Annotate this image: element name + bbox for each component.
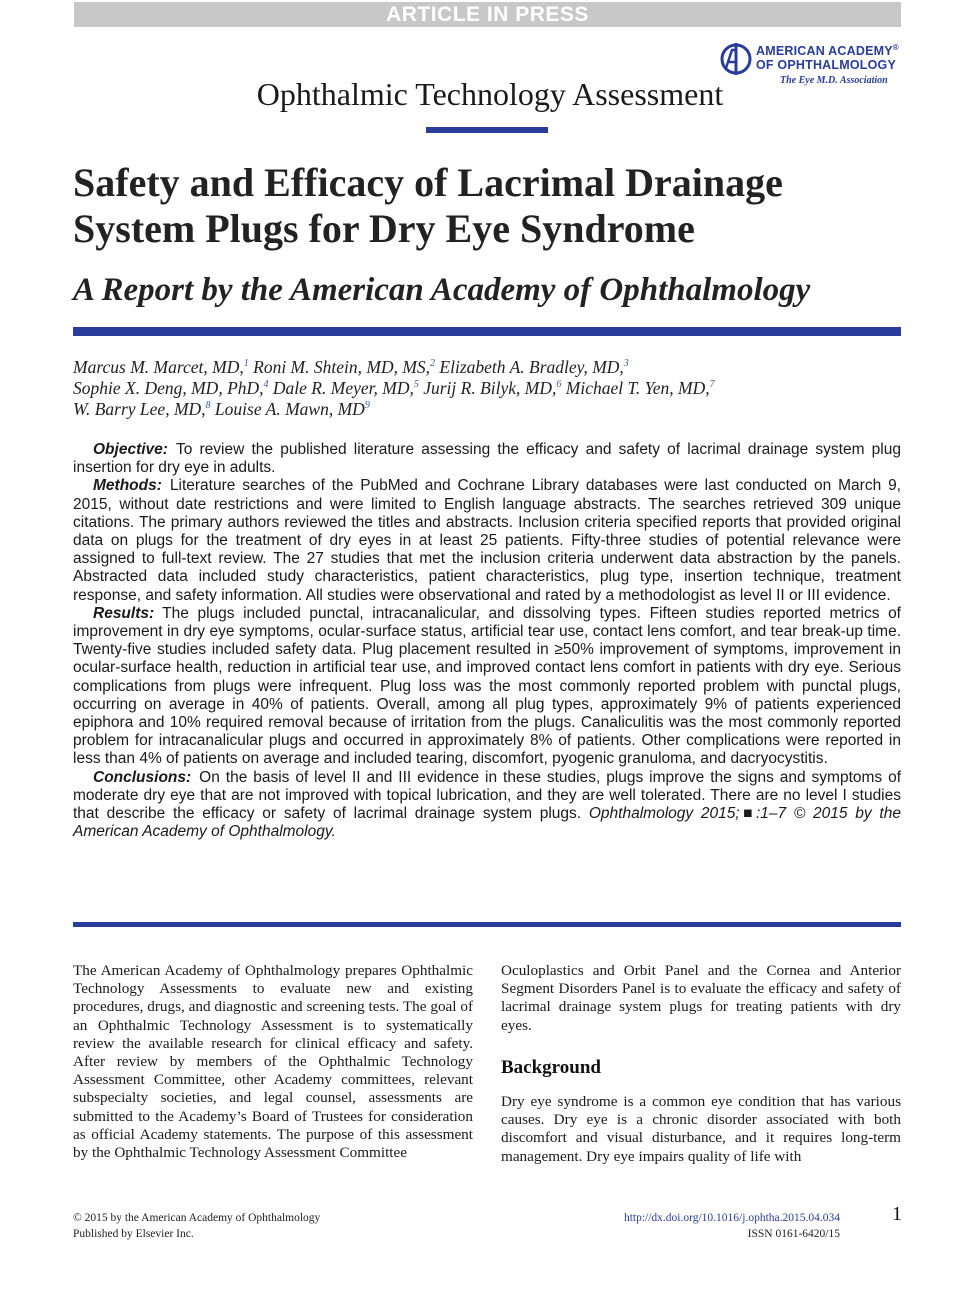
article-title-line-1: Safety and Efficacy of Lacrimal Drainage: [73, 160, 783, 205]
author: Louise A. Mawn, $MD^9$: [214, 399, 370, 419]
section-title: Ophthalmic Technology Assessment: [256, 76, 724, 112]
author: Sophie X. Deng, MD, PhD,$^4$: [73, 378, 269, 398]
objective-text: To review the published literature assessing the efficacy and safety of lacrimal drainage system plug insertion for dry eye in adults.: [73, 441, 901, 477]
author-list: [73, 357, 873, 420]
body-column-left: [73, 962, 473, 1162]
abstract-methods: [73, 477, 901, 604]
issn: ISSN 0161-6420/15: [747, 1228, 840, 1240]
abstract-divider: [73, 922, 901, 927]
section-title-underline: [426, 127, 548, 133]
page-number: 1: [892, 1203, 902, 1225]
body-column-right: [501, 962, 901, 1166]
methods-label: Methods:: [93, 477, 162, 495]
intro-paragraph: The American Academy of Ophthalmology prepares Ophthalmic Technology Assessments to evaluate new and existing procedures, drugs, and diagnostic and screening tests. The goal of an Ophthalmic Technology Assessment is to systematically review the available research for clinical efficacy and safety. After review by members of the Ophthalmic Technology Assessment Committee, other Academy committees, relevant subspecialty societies, and legal counsel, assessments are submitted to the Academy’s Board of Trustees for consideration as official Academy statements. The purpose of this assessment by the Ophthalmic Technology Assessment Committee: [73, 962, 473, 1162]
logo-line-1: AMERICAN ACADEMY®: [756, 43, 899, 59]
footer-publisher: Published by Elsevier Inc.: [73, 1228, 194, 1240]
author: Jurij R. Bilyk, MD,$^6$: [423, 378, 562, 398]
conclusions-text: On the basis of level II and III evidence in these studies, plugs improve the signs and symptoms of moderate dry eye that are not improved with topical lubrication, and they are well tolerated. There are no level I studies that describe the efficacy or safety of lacrimal drainage system plugs.: [73, 768, 901, 823]
article-subtitle: A Report by the American Academy of Ophthalmology: [73, 272, 811, 308]
logo-tagline: The Eye M.D. Association: [780, 75, 888, 86]
objective-label: Objective:: [93, 441, 168, 458]
article-title-line-2: System Plugs for Dry Eye Syndrome: [73, 206, 695, 251]
abstract-conclusions: [73, 769, 901, 842]
conclusions-label: Conclusions:: [93, 768, 192, 786]
abstract: [73, 441, 901, 841]
methods-text: Literature searches of the PubMed and Cochrane Library databases were last conducted on March 9, 2015, without date restrictions and were limited to English language abstracts. The searches retrieved 309 unique citations. The primary authors reviewed the titles and abstracts. Inclusion criteria specified reports that provided original data on plugs for the treatment of dry eyes in at least 25 patients. Fifty-three studies of potential relevance were assigned to full-text review. The 27 studies that met the inclusion criteria underwent data abstraction by the panels. Abstracted data included study characteristics, patient characteristics, plug type, insertion technique, treatment response, and safety information. All studies were observational and rated by a methodologist as level II or III evidence.: [73, 477, 901, 604]
results-label: Results:: [93, 604, 155, 622]
footer-copyright: © 2015 by the American Academy of Ophthalmology: [73, 1212, 321, 1224]
results-text: The plugs included punctal, intracanalicular, and dissolving types. Fifteen studies reported metrics of improvement in dry eye symptoms, ocular-surface status, artificial tear use, contact lens comfort, and tear break-up time. Twenty-five studies included safety data. Plug placement resulted in ≥50% improvement of symptoms, improvement in ocular-surface health, reduction in artificial tear use, and improved contact lens comfort in patients with dry eye. Serious complications from plugs were infrequent. Plug loss was the most commonly reported problem with punctal plugs, occurring on average in 40% of patients. Overall, among all plug types, approximately 9% of patients experienced epiphora and 10% required removal because of irritation from the plugs. Canaliculitis was the most commonly reported problem for intracanalicular plugs and occurred in approximately 8% of patients. Other complications were reported in less than 4% of patients on average and included tearing, discomfort, pyogenic granuloma, and dacryocystitis.: [73, 604, 901, 768]
journal-citation: Ophthalmology 2015;■:1–7 © 2015 by the American Academy of Ophthalmology.: [73, 805, 901, 841]
doi-link[interactable]: http://dx.doi.org/10.1016/j.ophtha.2015.04.034: [623, 1212, 840, 1224]
footer-right: [560, 1210, 840, 1242]
abstract-objective: [73, 441, 901, 477]
header-divider: [73, 327, 901, 336]
article-in-press-banner: ARTICLE IN PRESS: [74, 2, 901, 27]
background-heading: Background: [501, 1056, 601, 1078]
author: Roni M. Shtein, MD, MS,$^2$: [253, 357, 436, 377]
footer-left: [73, 1210, 320, 1242]
author: Michael T. Yen, MD,$^7$: [565, 378, 715, 398]
article-title: [73, 160, 903, 252]
logo-line-2: OF OPHTHALMOLOGY: [756, 58, 896, 72]
abstract-results: [73, 605, 901, 769]
intro-paragraph-continued: Oculoplastics and Orbit Panel and the Cornea and Anterior Segment Disorders Panel is to evaluate the efficacy and safety of lacrimal drainage system plugs for treating patients with dry eyes.: [501, 962, 901, 1034]
author: Dale R. Meyer, MD,$^5$: [272, 378, 419, 398]
aao-eye-logo-icon: [720, 42, 752, 76]
author: W. Barry Lee, MD,$^8$: [73, 399, 211, 419]
background-paragraph: Dry eye syndrome is a common eye condition that has various causes. Dry eye is a chronic disorder associated with both discomfort and visual disturbance, and it requires long-term management. Dry eye impairs quality of life with: [501, 1093, 901, 1165]
author: Marcus M. Marcet, MD,$^1$: [73, 357, 249, 377]
author: Elizabeth A. Bradley, MD,$^3$: [439, 357, 629, 377]
